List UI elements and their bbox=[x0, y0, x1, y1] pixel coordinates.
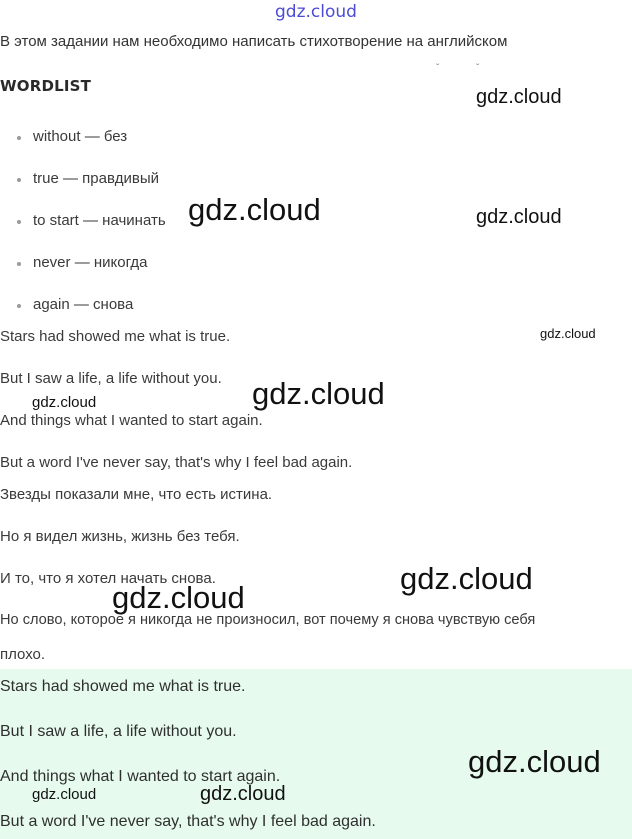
bullet-icon bbox=[17, 136, 21, 140]
watermark: gdz.cloud bbox=[252, 376, 385, 411]
list-item-text: again — снова bbox=[33, 296, 134, 313]
list-item-text: true — правдивый bbox=[33, 170, 160, 187]
poem-ru-line: И то, что я хотел начать снова. bbox=[0, 570, 216, 587]
task-intro: В этом задании нам необходимо написать стихотворение на английском bbox=[0, 33, 508, 50]
watermark: gdz.cloud bbox=[476, 86, 562, 108]
bullet-icon bbox=[17, 178, 21, 182]
watermark: gdz.cloud bbox=[400, 561, 533, 596]
answer-line: And things what I wanted to start again. bbox=[0, 768, 281, 785]
ornament-mark: ˇ bbox=[436, 63, 440, 74]
answer-line: But a word I've never say, that's why I feel bad again. bbox=[0, 813, 376, 830]
list-item-text: without — без bbox=[33, 128, 128, 145]
watermark: gdz.cloud bbox=[188, 192, 321, 227]
watermark: gdz.cloud bbox=[32, 394, 97, 411]
list-item-text: to start — начинать bbox=[33, 212, 166, 229]
poem-ru-line: Но я видел жизнь, жизнь без тебя. bbox=[0, 528, 240, 545]
poem-ru-line: Звезды показали мне, что есть истина. bbox=[0, 486, 273, 503]
bullet-icon bbox=[17, 304, 21, 308]
answer-line: Stars had showed me what is true. bbox=[0, 678, 246, 695]
ornament-mark: ˇ bbox=[476, 63, 480, 74]
watermark: gdz.cloud bbox=[112, 580, 245, 615]
poem-en-line: But I saw a life, a life without you. bbox=[0, 370, 222, 387]
poem-ru-line: Но слово, которое я никогда не произносил, вот почему я снова чувствую себя bbox=[0, 612, 536, 628]
bullet-icon bbox=[17, 220, 21, 224]
site-logo[interactable]: gdz.cloud bbox=[275, 2, 357, 22]
watermark: gdz.cloud bbox=[468, 744, 601, 779]
watermark: gdz.cloud bbox=[32, 786, 97, 803]
answer-line: But I saw a life, a life without you. bbox=[0, 723, 237, 740]
wordlist-heading: WORDLIST bbox=[0, 77, 92, 95]
watermark: gdz.cloud bbox=[540, 326, 596, 341]
poem-ru-line: плохо. bbox=[0, 646, 46, 663]
list-item-text: never — никогда bbox=[33, 254, 148, 271]
poem-en-line: But a word I've never say, that's why I feel bad again. bbox=[0, 454, 353, 471]
watermark: gdz.cloud bbox=[476, 206, 562, 228]
watermark: gdz.cloud bbox=[200, 783, 286, 805]
bullet-icon bbox=[17, 262, 21, 266]
poem-en-line: And things what I wanted to start again. bbox=[0, 412, 263, 429]
poem-en-line: Stars had showed me what is true. bbox=[0, 328, 231, 345]
